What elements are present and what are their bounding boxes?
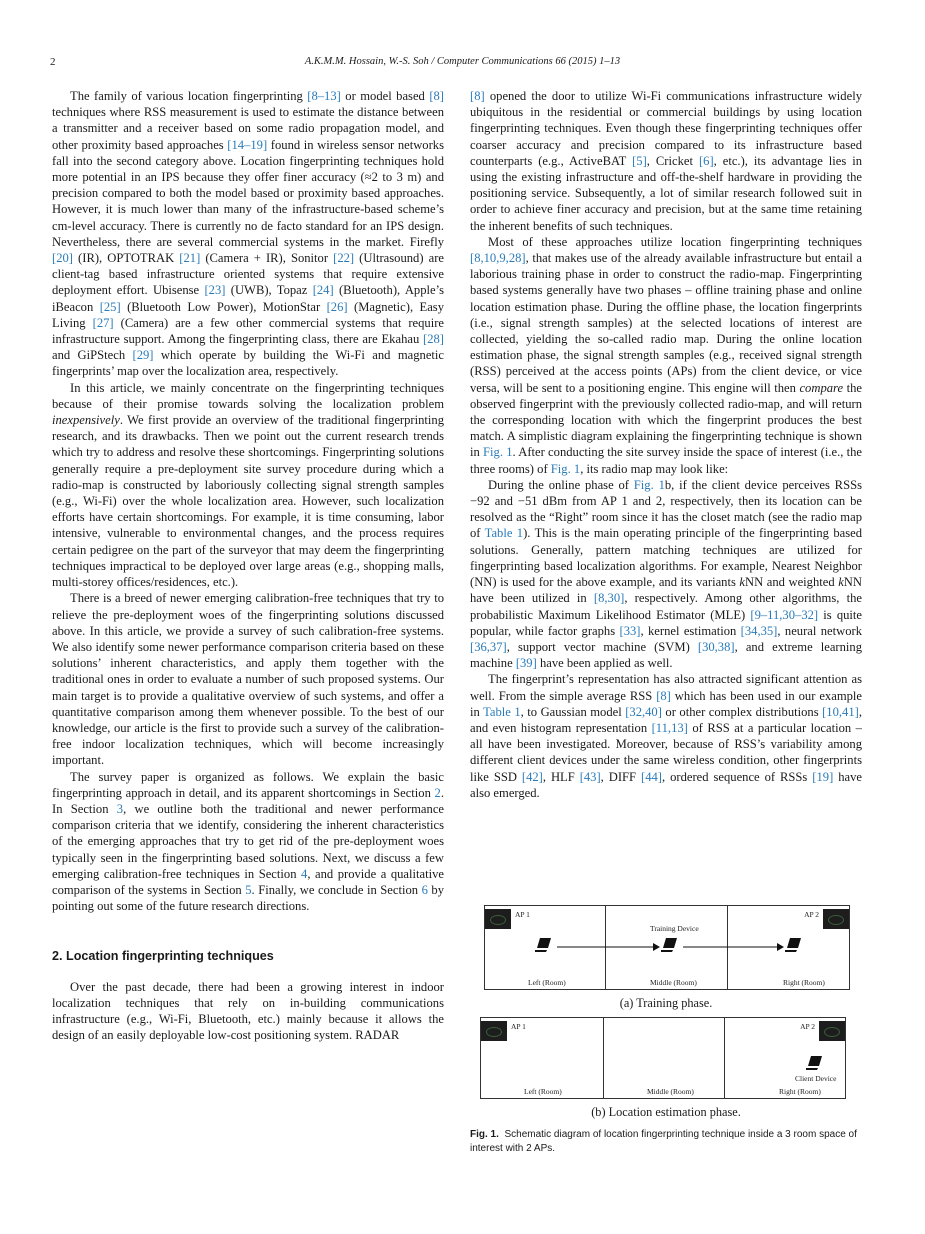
citation-link[interactable]: 6 bbox=[421, 882, 428, 897]
section-heading: 2. Location fingerprinting techniques bbox=[52, 949, 274, 964]
citation-link[interactable]: [24] bbox=[312, 283, 334, 298]
paragraph: Over the past decade, there had been a growing interest in indoor localization techniques that rely on in-building communications infrastructure (e.g., Wi-Fi, Bluetooth, etc.) mainly because it allows the design of an easily deployable low-cost positioning system. RADAR bbox=[52, 979, 444, 1043]
citation-link[interactable]: [42] bbox=[521, 769, 543, 784]
subfigure-caption: (b) Location estimation phase. bbox=[591, 1105, 741, 1119]
citation-link[interactable]: [6] bbox=[698, 153, 714, 168]
citation-link[interactable]: [8,10,9,28] bbox=[470, 251, 526, 266]
citation-link[interactable]: [11,13] bbox=[651, 720, 688, 735]
citation-link[interactable]: [8] bbox=[656, 688, 671, 703]
laptop-icon bbox=[661, 936, 681, 954]
citation-link[interactable]: [8,30] bbox=[593, 591, 625, 606]
figure-1 bbox=[470, 905, 862, 1155]
citation-link[interactable]: [23] bbox=[204, 283, 226, 298]
citation-link[interactable]: [43] bbox=[579, 769, 601, 784]
estimation-phase-panel bbox=[480, 1017, 846, 1099]
paragraph: Most of these approaches utilize location fingerprinting techniques [8,10,9,28], that makes use of the already available infrastructure but entail a laborious training phase in order to construct the radio-map. Fingerprinting based systems generally have two phases – offline training phase and online location estimation phase. During the offline phase, the location fingerprints (i.e., signal strength samples) at the selected locations of interest are collected, yielding the so-called radio map. During the online location estimation phase, the signal strength samples (e.g., received signal strength (RSS) perceived at the access points (APs) from the client device, or vice versa, will be sent to a positioning engine. This engine will then compare the observed fingerprint with the previously collected radio-map, and will return the corresponding location with which the fingerprint produces the best match. A simplistic diagram explaining the fingerprinting technique is shown in Fig. 1. After conducting the site survey inside the space of interest (i.e., the three rooms) of Fig. 1, its radio map may look like: bbox=[470, 234, 862, 476]
room-divider bbox=[724, 1018, 725, 1098]
citation-link[interactable]: [25] bbox=[99, 299, 121, 314]
italic-text: k bbox=[739, 575, 746, 590]
laptop-icon bbox=[535, 936, 555, 954]
device-label: Training Device bbox=[650, 924, 699, 933]
training-phase-panel bbox=[484, 905, 850, 990]
citation-link[interactable]: [21] bbox=[179, 251, 201, 266]
subfigure-caption: (a) Training phase. bbox=[619, 996, 713, 1010]
ap2-label: AP 2 bbox=[804, 910, 819, 919]
access-point-icon bbox=[819, 1021, 845, 1041]
arrow-right-icon bbox=[683, 942, 785, 952]
arrow-right-icon bbox=[557, 942, 661, 952]
italic-text: inexpensively bbox=[52, 413, 120, 428]
citation-link[interactable]: [29] bbox=[132, 348, 154, 363]
access-point-icon bbox=[823, 909, 849, 929]
room-label: Right (Room) bbox=[779, 1087, 821, 1096]
ap1-label: AP 1 bbox=[511, 1022, 526, 1031]
citation-link[interactable]: 4 bbox=[301, 866, 308, 881]
laptop-icon bbox=[785, 936, 805, 954]
citation-link[interactable]: [30,38] bbox=[697, 639, 735, 654]
citation-link[interactable]: Table 1 bbox=[484, 526, 524, 541]
citation-link[interactable]: Table 1 bbox=[483, 704, 521, 719]
citation-link[interactable]: Fig. 1 bbox=[550, 461, 581, 476]
paragraph: In this article, we mainly concentrate on the fingerprinting techniques because of their promise towards solving the localization problem inexpensively. We first provide an overview of the traditional fingerprinting research, and its drawbacks. Then we point out the current research trends which try to address and resolve these shortcomings. Fingerprinting solutions generally require a pre-deployment site survey procedure during which a radio-map is constructed by laboriously collecting signal strength samples (e.g., Wi-Fi) over the whole localization area. However, such localization efforts have certain shortcomings. For example, it is time consuming, labor intensive, vulnerable to environmental changes, and the process requires certain pedigree on the part of the surveyor that may deem the fingerprinting techniques impractical to be deployed over large areas (e.g., shopping malls, multi-storey offices/residences, etc.). bbox=[52, 380, 444, 590]
italic-text: k bbox=[838, 575, 844, 590]
page-number: 2 bbox=[50, 56, 56, 68]
room-label: Left (Room) bbox=[528, 978, 566, 987]
citation-link[interactable]: 3 bbox=[116, 801, 124, 816]
paragraph: During the online phase of Fig. 1b, if the client device perceives RSSs −92 and −51 dBm from AP 1 and 2, respectively, then its location can be resolved as the “Right” room since it has the closet match (see the radio map of Table 1). This is the main operating principle of the fingerprinting based solutions. Generally, pattern matching techniques are utilized for fingerprinting based localization algorithms. For example, Nearest Neighbor (NN) is used for the above example, and its variants kNN and weighted kNN have been utilized in [8,30], respectively. Among other algorithms, the probabilistic Maximum Likelihood Estimator (MLE) [9–11,30–32] is quite popular, while factor graphs [33], kernel estimation [34,35], neural network [36,37], support vector machine (SVM) [30,38], and extreme learning machine [39] have been applied as well. bbox=[470, 477, 863, 671]
access-point-icon bbox=[481, 1021, 507, 1041]
paragraph: There is a breed of newer emerging calibration-free techniques that try to relieve the pre-deployment woes of the fingerprinting solutions discussed above. In this article, we provide a survey of such calibration-free systems. We also identify some newer performance comparison criteria based on these solutions’ inherent characteristics, and apply them together with the traditional ones in order to evaluate a number of such proposed systems. Our main target is to provide a qualitative overview of such systems, and offer a quantitative comparison among them whenever possible. To the best of our knowledge, our article is the first to provide such a survey of the calibration-free indoor localization techniques, which will become increasingly important. bbox=[52, 591, 444, 768]
citation-link[interactable]: Fig. 1 bbox=[633, 477, 665, 492]
citation-link[interactable]: [20] bbox=[52, 251, 73, 266]
room-label: Left (Room) bbox=[524, 1087, 562, 1096]
citation-link[interactable]: [8] bbox=[470, 89, 485, 103]
citation-link[interactable]: [26] bbox=[326, 299, 348, 314]
citation-link[interactable]: [33] bbox=[619, 623, 641, 638]
italic-text: compare bbox=[799, 380, 844, 395]
citation-link[interactable]: [36,37] bbox=[470, 639, 507, 654]
citation-link[interactable]: [32,40] bbox=[625, 704, 662, 719]
ap1-label: AP 1 bbox=[515, 910, 530, 919]
figure-caption bbox=[470, 1128, 862, 1155]
running-title: A.K.M.M. Hossain, W.-S. Soh / Computer Communications 66 (2015) 1–13 bbox=[304, 56, 621, 67]
citation-link[interactable]: [8–13] bbox=[307, 89, 341, 103]
left-column bbox=[52, 88, 444, 1043]
citation-link[interactable]: [10,41] bbox=[822, 704, 859, 719]
citation-link[interactable]: 2 bbox=[434, 785, 441, 800]
paragraph: The survey paper is organized as follows. We explain the basic fingerprinting approach in detail, and its apparent shortcomings in Section 2. In Section 3, we outline both the traditional and newer performance comparison criteria that we identify, considering the inherent characteristics of the emerging approaches that try to get rid of the pre-deployment woes typically seen in the fingerprinting based solutions. Next, we discuss a few emerging calibration-free techniques in Section 4, and provide a qualitative comparison of the systems in Section 5. Finally, we conclude in Section 6 by pointing out some of the future research directions. bbox=[52, 769, 444, 914]
ap2-label: AP 2 bbox=[800, 1022, 815, 1031]
citation-link[interactable]: [9–11,30–32] bbox=[750, 607, 819, 622]
paragraph: The fingerprint’s representation has also attracted significant attention as well. From the simple average RSS [8] which has been used in our example in Table 1, to Gaussian model [32,40] or other complex distributions [10,41], and even histogram representation [11,13] of RSS at a particular location – all have been investigated. Moreover, because of RSS’s variability among different client devices under the same wireless condition, other fingerprints like SSD [42], HLF [43], DIFF [44], ordered sequence of RSSs [19] have also emerged. bbox=[470, 672, 862, 800]
paragraph: [8] opened the door to utilize Wi-Fi communications infrastructure widely ubiquitous in the residential or commercial buildings by using location fingerprinting techniques. Even though these fingerprinting techniques offer coarser accuracy and precision compared to its infrastructure based counterparts (e.g., ActiveBAT [5], Cricket [6], etc.), its advantage lies in using the existing infrastructure and off-the-shelf hardware in providing the positioning service. Subsequently, a lot of similar research followed suit in order to achieve finer accuracy and precision, but at the same time retaining the inherent benefits of such techniques. bbox=[470, 89, 863, 233]
citation-link[interactable]: [34,35] bbox=[740, 623, 778, 638]
citation-link[interactable]: [39] bbox=[515, 656, 537, 671]
citation-link[interactable]: [5] bbox=[632, 153, 647, 168]
citation-link[interactable]: Fig. 1 bbox=[483, 445, 513, 460]
right-column bbox=[470, 88, 862, 801]
room-divider bbox=[603, 1018, 604, 1098]
citation-link[interactable]: [28] bbox=[423, 332, 444, 347]
citation-link[interactable]: [19] bbox=[812, 769, 834, 784]
citation-link[interactable]: 5 bbox=[245, 882, 252, 897]
citation-link[interactable]: [44] bbox=[641, 769, 662, 784]
citation-link[interactable]: [8] bbox=[429, 89, 444, 103]
citation-link[interactable]: [14–19] bbox=[227, 137, 268, 152]
laptop-icon bbox=[806, 1054, 826, 1072]
device-label: Client Device bbox=[795, 1074, 837, 1083]
room-label: Middle (Room) bbox=[650, 978, 697, 987]
paragraph: The family of various location fingerprinting [8–13] or model based [8] techniques where RSS measurement is used to estimate the distance between a transmitter and a receiver based on some radio propagation model, and other proximity based approaches [14–19] found in wireless sensor networks fall into the second category above. Location fingerprinting techniques hold more potential in an IPS because they offer finer accuracy (≈2 to 3 m) and precision compared to both the model based or proximity based approaches. However, it is much lower than many of the infrastructure-based scheme’s cm-level accuracy. There is currently no de facto standard for an IPS design. Nevertheless, there are several commercial systems in the market. Firefly [20] (IR), OPTOTRAK [21] (Camera + IR), Sonitor [22] (Ultrasound) are client-tag based infrastructure oriented systems that require extensive deployment effort. Ubisense [23] (UWB), Topaz [24] (Bluetooth), Apple’s iBeacon [25] (Bluetooth Low Power), MotionStar [26] (Magnetic), Easy Living [27] (Camera) are a few other commercial systems that require infrastructure support. Among the fingerprinting class, there are Ekahau [28] and GiPStech [29] which operate by building the Wi-Fi and magnetic fingerprints’ map over the localization area, respectively. bbox=[52, 89, 445, 379]
citation-link[interactable]: [27] bbox=[92, 315, 114, 330]
room-label: Middle (Room) bbox=[647, 1087, 694, 1096]
figure-caption-label: Fig. 1. bbox=[470, 1129, 499, 1140]
access-point-icon bbox=[485, 909, 511, 929]
figure-caption-text: Schematic diagram of location fingerprinting technique inside a 3 room space of interest with 2 APs. bbox=[470, 1129, 857, 1154]
citation-link[interactable]: [22] bbox=[333, 251, 355, 266]
room-label: Right (Room) bbox=[783, 978, 825, 987]
